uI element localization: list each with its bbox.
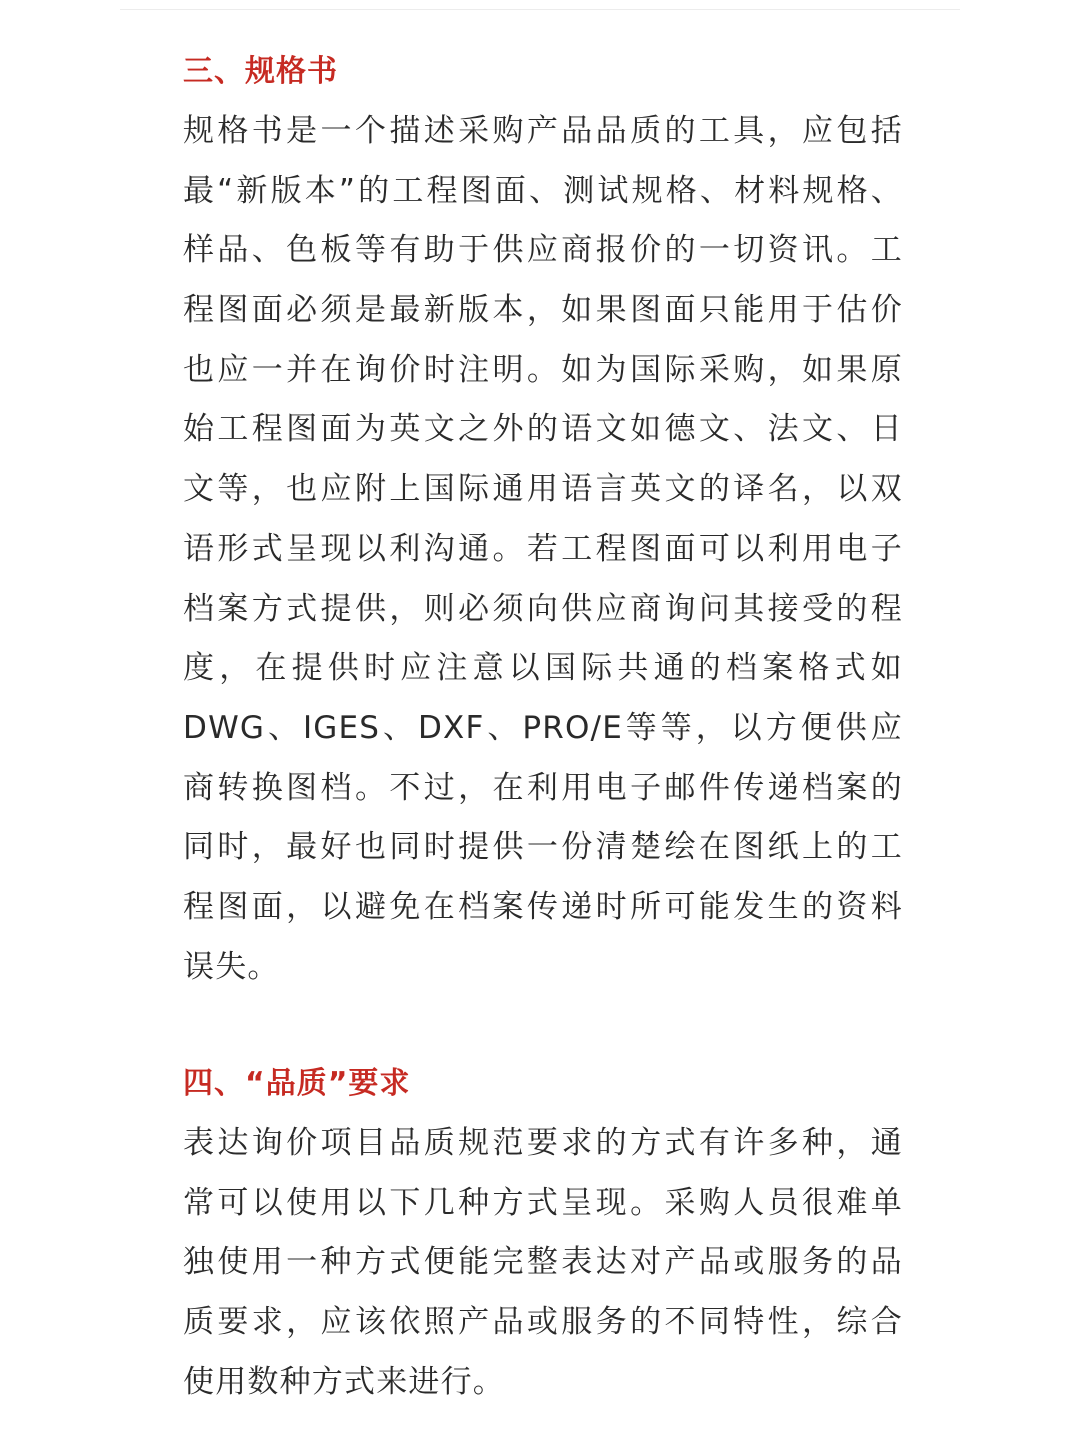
paragraph-line: 样品、色板等有助于供应商报价的一切资讯。工	[183, 232, 903, 269]
paragraph-line: 表达询价项目品质规范要求的方式有许多种，通	[183, 1125, 903, 1161]
section-paragraph	[183, 1114, 903, 1412]
top-divider	[120, 9, 960, 10]
paragraph-line: 质要求，应该依照产品或服务的不同特性，综合	[183, 1304, 903, 1341]
section-heading: 四、“品质”要求	[183, 1066, 411, 1101]
paragraph-line-last: 误失。	[183, 948, 280, 985]
paragraph-line: 最“新版本”的工程图面、测试规格、材料规格、	[183, 172, 903, 209]
paragraph-line: 程图面，以避免在档案传递时所可能发生的资料	[183, 888, 903, 925]
paragraph-line-last: 使用数种方式来进行。	[183, 1363, 505, 1400]
section-heading: 三、规格书	[183, 54, 338, 89]
paragraph-line: 同时，最好也同时提供一份清楚绘在图纸上的工	[183, 829, 903, 866]
paragraph-line: 文等，也应附上国际通用语言英文的译名，以双	[183, 471, 903, 508]
paragraph-line: 程图面必须是最新版本，如果图面只能用于估价	[183, 292, 903, 329]
section-specification	[183, 42, 903, 997]
paragraph-line: 也应一并在询价时注明。如为国际采购，如果原	[183, 351, 903, 388]
section-paragraph	[183, 102, 903, 997]
paragraph-line: 独使用一种方式便能完整表达对产品或服务的品	[183, 1244, 903, 1281]
paragraph-line: 档案方式提供，则必须向供应商询问其接受的程	[183, 590, 903, 627]
paragraph-line: 度，在提供时应注意以国际共通的档案格式如	[183, 650, 903, 687]
paragraph-line: 规格书是一个描述采购产品品质的工具，应包括	[183, 113, 903, 149]
paragraph-line: DWG、IGES、DXF、PRO/E等等，以方便供应	[183, 709, 903, 746]
paragraph-line: 始工程图面为英文之外的语文如德文、法文、日	[183, 411, 903, 448]
section-quality-requirements	[183, 1054, 903, 1412]
paragraph-line: 语形式呈现以利沟通。若工程图面可以利用电子	[183, 530, 903, 567]
paragraph-line: 常可以使用以下几种方式呈现。采购人员很难单	[183, 1184, 903, 1221]
paragraph-line: 商转换图档。不过，在利用电子邮件传递档案的	[183, 769, 903, 806]
